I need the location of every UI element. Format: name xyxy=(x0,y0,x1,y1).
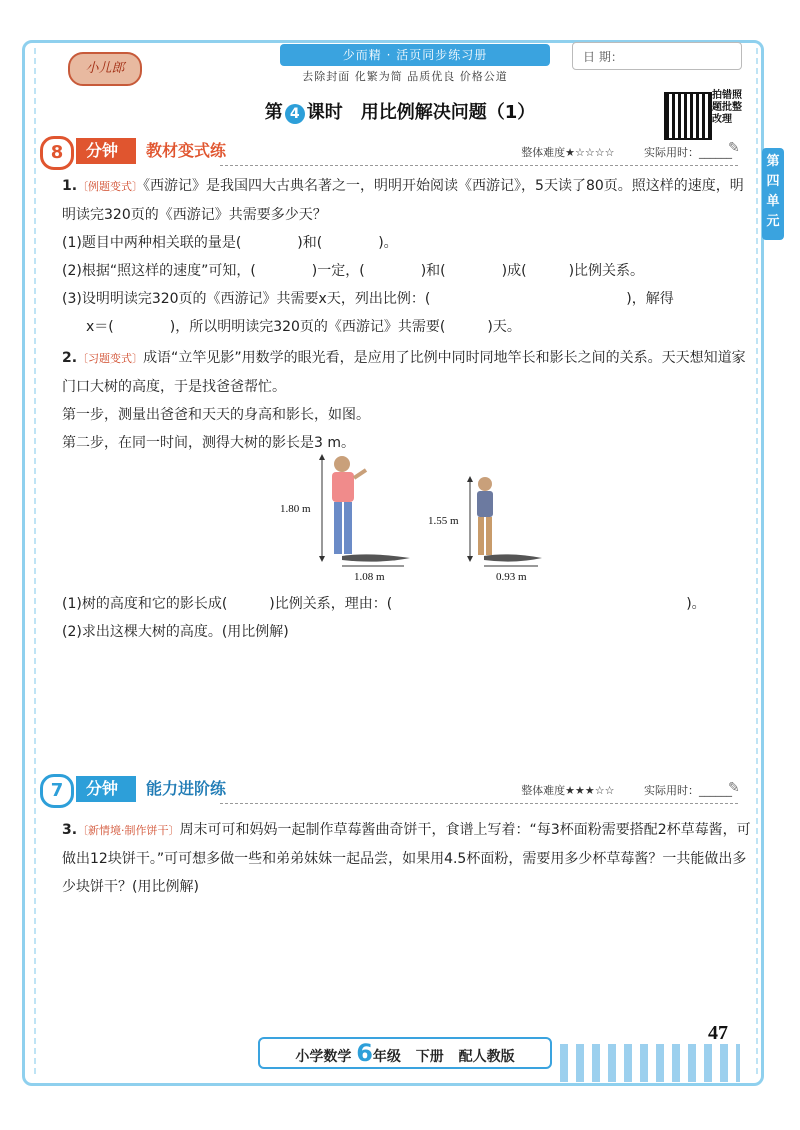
series-banner: 少而精 · 活页同步练习册 xyxy=(280,44,550,66)
question-tag: 〔新情境·制作饼干〕 xyxy=(77,824,180,837)
slogan: 去除封面 化繁为简 品质优良 价格公道 xyxy=(302,70,508,83)
section-divider xyxy=(220,165,738,166)
time-used-field[interactable]: 实际用时：______ xyxy=(644,146,732,159)
decorative-stripes xyxy=(560,1044,740,1082)
lesson-prefix: 第 xyxy=(264,102,283,123)
lesson-number-badge: 4 xyxy=(285,104,305,124)
question-2-part-2[interactable]: (2)求出这棵大树的高度。(用比例解) xyxy=(62,624,289,640)
date-field[interactable] xyxy=(572,42,742,70)
section-minutes-badge: 7 xyxy=(40,774,74,808)
subject: 小学数学 xyxy=(295,1049,352,1065)
arrow-up-icon xyxy=(467,476,473,482)
question-2 xyxy=(62,344,752,457)
volume: 下册 xyxy=(415,1049,444,1065)
question-text: 周末可可和妈妈一起制作草莓酱曲奇饼干，食谱上写着：“每3杯面粉需要搭配2杯草莓酱，可做出12块饼干。”可可想多做一些和弟弟妹妹一起品尝，如果用4.5杯面粉，需要用多少杯草莓酱？一共能做出多少块饼干？(用比例解) xyxy=(62,822,751,895)
section-minutes-badge: 8 xyxy=(40,136,74,170)
question-1 xyxy=(62,172,752,341)
dad-leg-left xyxy=(334,502,342,554)
lesson-name: 课时 用比例解决问题（1） xyxy=(306,102,536,123)
section-header-2 xyxy=(40,774,752,804)
date-label: 日 期： xyxy=(583,50,623,64)
question-2-stem xyxy=(62,344,752,401)
question-1-part-1[interactable]: (1)题目中两种相关联的量是( )和( )。 xyxy=(62,235,398,251)
edition: 配人教版 xyxy=(458,1049,515,1065)
kid-shadow-label: 0.93 m xyxy=(496,571,527,583)
kid-figure xyxy=(428,476,542,583)
question-1-part-3-cont[interactable]: x＝( )，所以明明读完320页的《西游记》共需要( )天。 xyxy=(86,319,521,335)
section-meta xyxy=(521,782,732,798)
question-1-part-3[interactable]: (3)设明明读完320页的《西游记》共需要x天，列出比例：( )，解得 xyxy=(62,291,674,307)
dad-shirt xyxy=(332,472,354,502)
section-title: 教材变式练 xyxy=(146,141,227,160)
kid-leg-left xyxy=(478,517,484,555)
qr-code-icon[interactable] xyxy=(664,92,712,140)
question-number: 2. xyxy=(62,350,78,366)
book-footer xyxy=(258,1037,552,1069)
question-3 xyxy=(62,816,752,901)
dad-leg-right xyxy=(344,502,352,554)
question-1-part-2[interactable]: (2)根据“照这样的速度”可知，( )一定，( )和( )成( )比例关系。 xyxy=(62,263,645,279)
question-2-step-1: 第一步，测量出爸爸和天天的身高和影长，如图。 xyxy=(62,407,370,423)
kid-shirt xyxy=(477,491,493,517)
question-number: 3. xyxy=(62,822,78,838)
question-2-step-2: 第二步，在同一时间，测得大树的影长是3 m。 xyxy=(62,435,355,451)
arrow-down-icon xyxy=(467,556,473,562)
section-header-1 xyxy=(40,136,752,166)
page-number: 47 xyxy=(708,1022,728,1044)
arrow-up-icon xyxy=(319,454,325,460)
section-divider xyxy=(220,803,738,804)
grade-suffix: 年级 xyxy=(372,1049,401,1065)
arrow-down-icon xyxy=(319,556,325,562)
dad-figure xyxy=(280,454,410,583)
section-minutes-unit: 分钟 xyxy=(76,776,136,802)
question-1-stem xyxy=(62,172,752,229)
question-tag: 〔习题变式〕 xyxy=(77,352,144,365)
pencil-icon: ✎ xyxy=(728,780,740,796)
dad-head xyxy=(334,456,350,472)
question-text: 成语“立竿见影”用数学的眼光看，是应用了比例中同时同地竿长和影长之间的关系。天天想知道家门口大树的高度，于是找爸爸帮忙。 xyxy=(62,350,746,395)
kid-shadow xyxy=(484,554,542,561)
pencil-icon: ✎ xyxy=(728,140,740,156)
qr-caption: 拍错照题批整改理 xyxy=(712,90,742,125)
kid-head xyxy=(478,477,492,491)
section-minutes-unit: 分钟 xyxy=(76,138,136,164)
question-number: 1. xyxy=(62,178,78,194)
unit-side-tab: 第四单元 xyxy=(762,148,784,240)
dad-arm xyxy=(354,470,366,478)
difficulty-rating: 整体难度★★★☆☆ xyxy=(521,784,615,797)
section-meta xyxy=(521,144,732,160)
question-2-parts xyxy=(62,590,752,646)
question-tag: 〔例题变式〕 xyxy=(77,180,144,193)
time-used-field[interactable]: 实际用时：______ xyxy=(644,784,732,797)
grade-number: 6 xyxy=(356,1039,373,1067)
question-text: 《西游记》是我国四大古典名著之一，明明开始阅读《西游记》，5天读了80页。照这样的速度，明明读完320页的《西游记》共需要多少天？ xyxy=(62,178,744,223)
shadow-figure xyxy=(270,448,560,588)
publisher-logo: 小儿郎 xyxy=(68,52,142,86)
kid-height-label: 1.55 m xyxy=(428,515,459,527)
kid-leg-right xyxy=(486,517,492,555)
dad-height-label: 1.80 m xyxy=(280,503,311,515)
dad-shadow-label: 1.08 m xyxy=(354,571,385,583)
difficulty-rating: 整体难度★☆☆☆☆ xyxy=(521,146,615,159)
section-title: 能力进阶练 xyxy=(146,779,227,798)
question-2-part-1[interactable]: (1)树的高度和它的影长成( )比例关系，理由：( )。 xyxy=(62,596,706,612)
dad-shadow xyxy=(342,554,410,561)
